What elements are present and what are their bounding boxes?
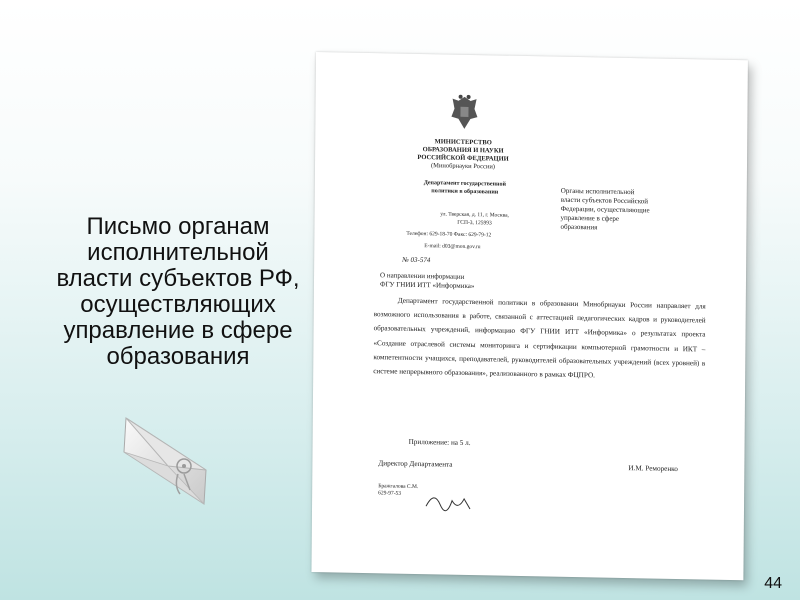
handwritten-signature	[424, 486, 474, 517]
ministry-line: ОБРАЗОВАНИЯ И НАУКИ	[422, 146, 504, 155]
registration-number: № 03-574	[402, 255, 431, 265]
subject-line: ФГУ ГНИИ ИТТ «Информика»	[379, 280, 475, 291]
ministry-header	[393, 137, 533, 172]
executor-block	[378, 483, 418, 498]
recipient-line: управление в сфере	[560, 213, 620, 223]
email-line: E-mail: d03@mon.gov.ru	[424, 243, 481, 251]
caption-line: осуществляющих	[80, 291, 276, 318]
recipient-line: Федерации, осуществляющие	[560, 204, 650, 215]
slide-number: 44	[764, 575, 782, 592]
recipient-line: власти субъектов Российской	[560, 195, 649, 206]
recipient-line: образования	[560, 222, 598, 232]
address-line: ГСП-3, 125993	[457, 219, 492, 227]
department-line: Департамент государственной	[423, 180, 507, 188]
phone-line: Телефон: 629-18-70 Факс: 629-79-12	[406, 230, 492, 239]
ministry-line: РОССИЙСКОЙ ФЕДЕРАЦИИ	[417, 153, 509, 163]
ministry-line: МИНИСТЕРСТВО	[434, 138, 492, 147]
envelope-icon	[118, 408, 218, 508]
department-line: политики в образовании	[431, 187, 499, 196]
subject-block	[380, 271, 550, 292]
slide-caption	[28, 214, 328, 370]
attachment-note: Приложение: на 5 л.	[408, 437, 471, 448]
signer-title: Директор Департамента	[378, 459, 453, 469]
ministry-abbr: (Минобрнауки России)	[430, 162, 496, 171]
coat-of-arms-icon	[447, 93, 481, 134]
department-header	[405, 180, 525, 197]
executor-phone: 629-97-53	[378, 490, 402, 497]
letter-body	[373, 293, 706, 385]
executor-name: Бражгалова С.М.	[378, 483, 419, 491]
letter-document	[311, 52, 747, 580]
subject-line: О направлении информации	[380, 271, 465, 281]
signer-name: И.М. Реморенко	[628, 464, 678, 474]
caption-line: Письмо органам	[86, 213, 270, 240]
recipient-block	[560, 187, 710, 235]
recipient-line: Органы исполнительной	[560, 186, 635, 197]
caption-line: исполнительной	[87, 239, 269, 266]
caption-line: власти субъектов РФ,	[56, 265, 300, 292]
caption-line: управление в сфере	[63, 317, 293, 344]
address-line: ул. Тверская, д. 11, г. Москва,	[440, 211, 509, 219]
caption-line: образования	[106, 343, 250, 370]
address-block	[414, 210, 534, 228]
body-paragraph: Департамент государственной политики в образовании Минобрнауки России направляет для возможного использования в работе, связанной с аттестацией педагогических кадров и руководителей образовательных учреждений, информацию ФГУ ГНИИ ИТТ «Информика» о результатах проекта «Создание отраслевой системы мониторинга и сертификации компьютерной грамотности и ИКТ – компетентности учащихся, преподавателей, руководителей образовательных учреждений (всех уровней) в системе непрерывного образования», реализованного в рамках ФЦПРО.	[373, 296, 706, 380]
